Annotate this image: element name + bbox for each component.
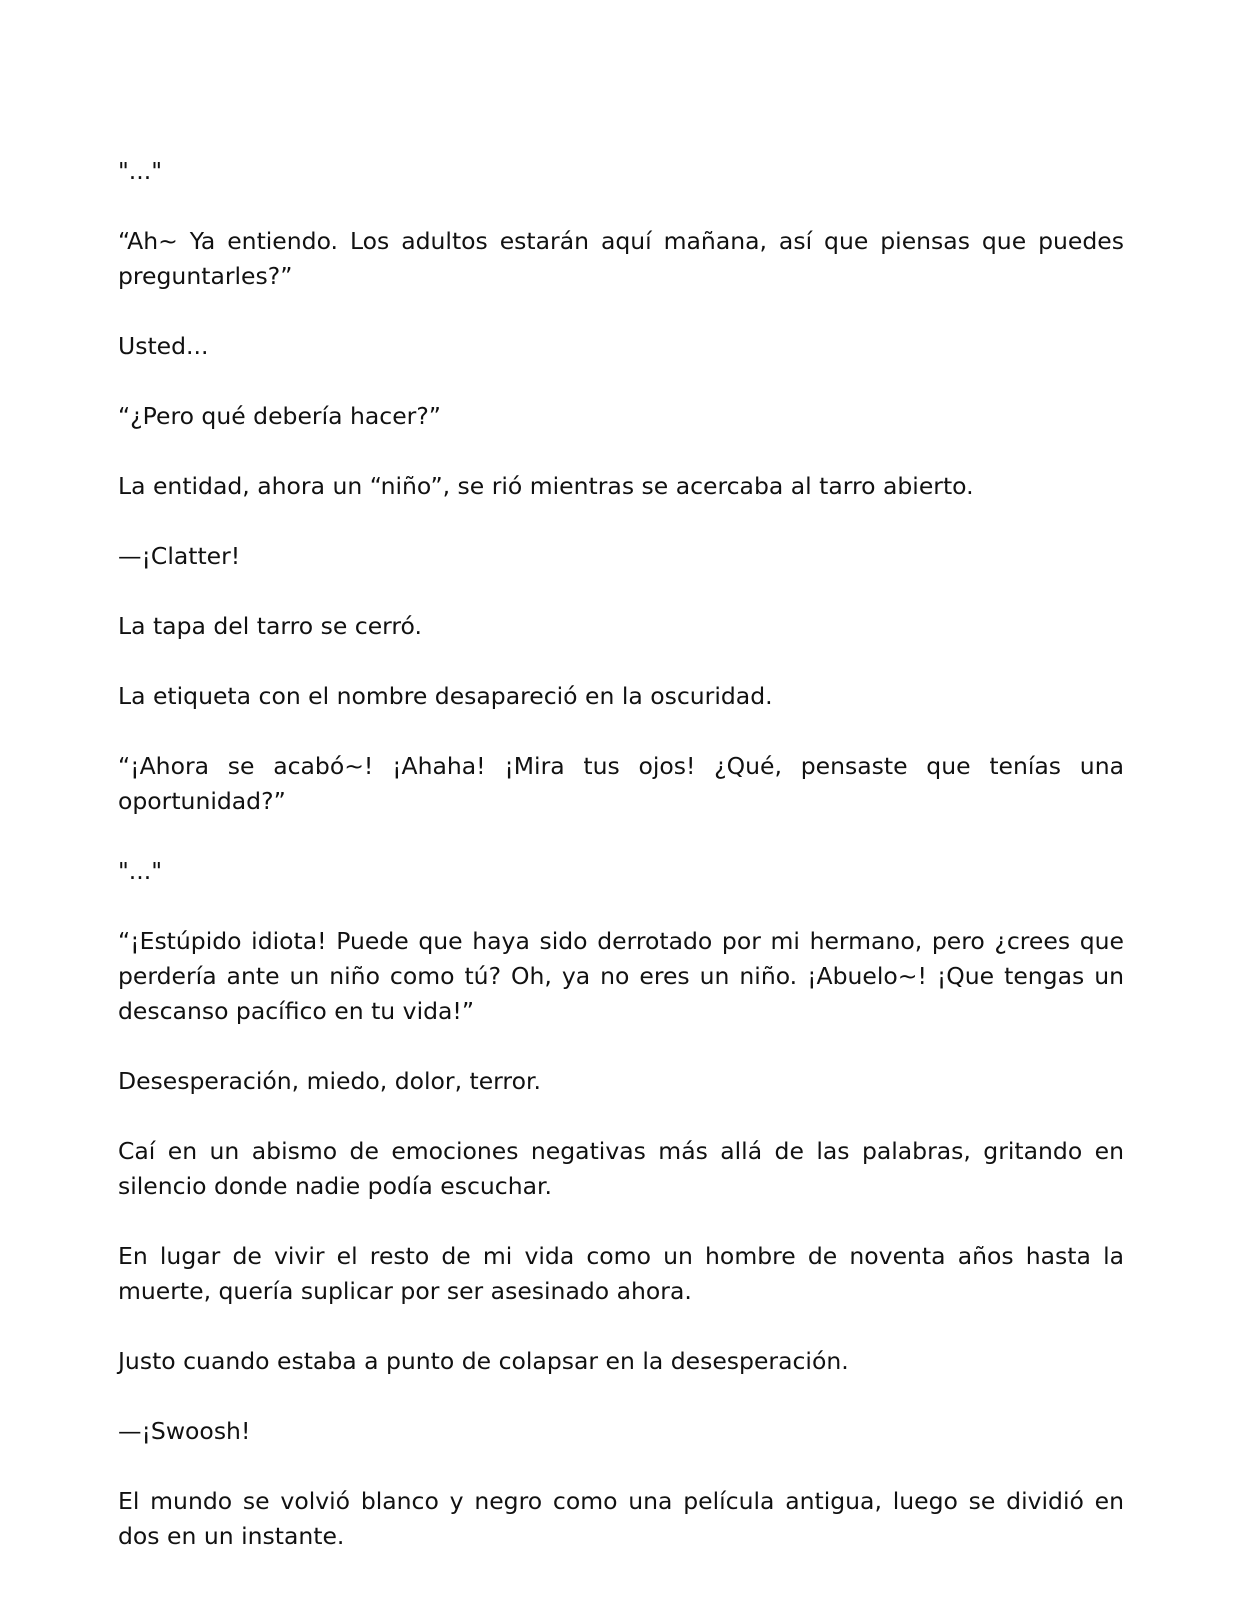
paragraph: La tapa del tarro se cerró. [118,612,422,640]
paragraph: "..." [118,157,163,185]
paragraph: Justo cuando estaba a punto de colapsar en la desesperación. [118,1347,849,1375]
paragraph: En lugar de vivir el resto de mi vida como un hombre de noventa años hasta la muerte, quería suplicar por ser asesinado ahora. [118,1242,1124,1305]
paragraph: La etiqueta con el nombre desapareció en la oscuridad. [118,682,773,710]
paragraph: El mundo se volvió blanco y negro como una película antigua, luego se dividió en dos en un instante. [118,1487,1124,1550]
paragraph: "..." [118,857,163,885]
paragraph: Caí en un abismo de emociones negativas más allá de las palabras, gritando en silencio donde nadie podía escuchar. [118,1137,1124,1200]
paragraph: “¡Estúpido idiota! Puede que haya sido derrotado por mi hermano, pero ¿crees que perdería ante un niño como tú? Oh, ya no eres un niño. ¡Abuelo~! ¡Que tengas un descanso pacífico en tu vida!” [118,927,1124,1025]
document-text-body [118,154,1124,1554]
paragraph: —¡Swoosh! [118,1417,251,1445]
paragraph: Usted... [118,332,209,360]
paragraph: Desesperación, miedo, dolor, terror. [118,1067,541,1095]
paragraph: “¿Pero qué debería hacer?” [118,402,441,430]
paragraph: “Ah~ Ya entiendo. Los adultos estarán aquí mañana, así que piensas que puedes preguntarles?” [118,227,1124,290]
paragraph: “¡Ahora se acabó~! ¡Ahaha! ¡Mira tus ojos! ¿Qué, pensaste que tenías una oportunidad?” [118,752,1124,815]
paragraph: La entidad, ahora un “niño”, se rió mientras se acercaba al tarro abierto. [118,472,974,500]
paragraph: —¡Clatter! [118,542,241,570]
